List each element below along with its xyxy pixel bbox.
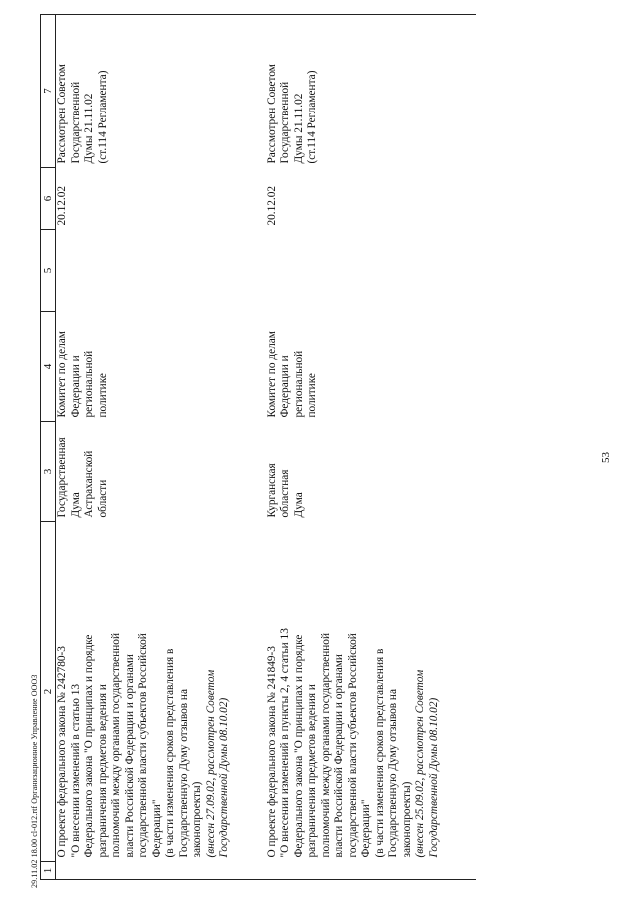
column-5-cell bbox=[266, 230, 476, 312]
column-number: 5 bbox=[41, 230, 56, 312]
status-line: Государственной bbox=[69, 81, 82, 164]
column-number: 2 bbox=[41, 522, 56, 862]
bills-table bbox=[40, 14, 476, 880]
status-line: (ст.114 Регламента) bbox=[96, 70, 109, 164]
bill-text-line: Федерации" bbox=[150, 799, 163, 858]
bill-note-line: (внесен 27.09.02, рассмотрен Советом bbox=[204, 669, 217, 858]
table-row bbox=[56, 15, 266, 880]
committee-cell bbox=[266, 312, 476, 422]
committee-line: Комитет по делам bbox=[56, 331, 68, 418]
status-cell bbox=[56, 15, 266, 168]
column-number: 3 bbox=[41, 422, 56, 522]
committee-cell bbox=[56, 312, 266, 422]
bill-text-line: власти Российской Федерации и органами bbox=[333, 654, 345, 858]
committee-line: Федерации и bbox=[69, 355, 82, 418]
bill-text-line: разграничения предметов ведения и bbox=[96, 684, 109, 858]
status-line: Рассмотрен Советом bbox=[56, 64, 68, 164]
print-footer: 29.11.02 18.00 сl-012.rtf Организационное Управление ООО3 bbox=[30, 674, 39, 888]
committee-line: политике bbox=[96, 373, 109, 418]
bill-text-line: Федерации" bbox=[360, 799, 372, 858]
committee-line: политике bbox=[306, 373, 318, 418]
bill-text-line: О проекте федерального закона № 242780-3 bbox=[56, 646, 68, 858]
committee-line: Федерации и bbox=[279, 355, 291, 418]
bill-text-line: государственной власти субъектов Российской bbox=[346, 633, 359, 858]
bill-text-line: власти Российской Федерации и органами bbox=[123, 654, 136, 858]
column-number-row bbox=[41, 15, 56, 880]
bill-description-cell bbox=[266, 522, 476, 862]
initiator-cell bbox=[266, 422, 476, 522]
bill-text-line: (в части изменения сроков представления в bbox=[164, 648, 176, 858]
initiator-line: Дума bbox=[292, 492, 305, 518]
bill-text-line: законопроекты) bbox=[191, 781, 203, 858]
bill-text-line: разграничения предметов ведения и bbox=[306, 684, 318, 858]
column-number: 4 bbox=[41, 312, 56, 422]
date-cell: 20.12.02 bbox=[56, 185, 68, 226]
bill-note-line: Государственной Думы 08.10.02) bbox=[218, 697, 230, 858]
row-number-cell bbox=[56, 862, 266, 880]
status-line: Думы 21.11.02 bbox=[292, 93, 305, 164]
bill-text-line: (в части изменения сроков представления в bbox=[373, 648, 386, 858]
status-line: Думы 21.11.02 bbox=[83, 93, 95, 164]
bill-text-line: "О внесении изменений в пункты 2, 4 статьи 13 bbox=[279, 628, 291, 858]
column-number: 6 bbox=[41, 168, 56, 230]
bill-text-line: полномочий между органами государственной bbox=[319, 633, 332, 858]
bill-text-line: государственной власти субъектов Российской bbox=[137, 633, 149, 858]
bill-text-line: законопроекты) bbox=[400, 781, 413, 858]
bill-note-line: Государственной Думы 08.10.02) bbox=[427, 697, 440, 858]
row-number-cell bbox=[266, 862, 476, 880]
bill-text-line: "О внесении изменений в статью 13 bbox=[69, 683, 82, 858]
initiator-line: Курганская областная bbox=[265, 463, 291, 518]
column-number: 7 bbox=[41, 15, 56, 168]
page-number: 53 bbox=[600, 452, 612, 463]
bill-text-line: Государственную Думу отзывов на bbox=[387, 689, 399, 858]
initiator-line: Дума Астраханской bbox=[69, 450, 95, 518]
bill-text-line: Федерального закона "О принципах и порядке bbox=[292, 634, 305, 858]
status-cell bbox=[266, 15, 476, 168]
column-5-cell bbox=[56, 230, 266, 312]
status-line: (ст.114 Регламента) bbox=[306, 70, 318, 164]
initiator-line: Государственная bbox=[56, 437, 68, 518]
status-line: Государственной bbox=[279, 81, 291, 164]
committee-line: региональной bbox=[292, 350, 305, 418]
bill-text-line: Федерального закона "О принципах и порядке bbox=[83, 634, 95, 858]
initiator-line: области bbox=[96, 479, 109, 518]
status-line: Рассмотрен Советом bbox=[265, 64, 278, 164]
bill-text-line: О проекте федерального закона № 241849-3 bbox=[265, 646, 278, 858]
bill-text-line: Государственную Думу отзывов на bbox=[177, 689, 190, 858]
bill-description-cell bbox=[56, 522, 266, 862]
initiator-cell bbox=[56, 422, 266, 522]
date-cell: 20.12.02 bbox=[265, 185, 278, 226]
bill-note-line: (внесен 25.09.02, рассмотрен Советом bbox=[414, 669, 426, 858]
bill-text-line: полномочий между органами государственной bbox=[110, 633, 122, 858]
committee-line: региональной bbox=[83, 350, 95, 418]
committee-line: Комитет по делам bbox=[265, 331, 278, 418]
column-number: 1 bbox=[41, 862, 56, 880]
table-row bbox=[266, 15, 476, 880]
